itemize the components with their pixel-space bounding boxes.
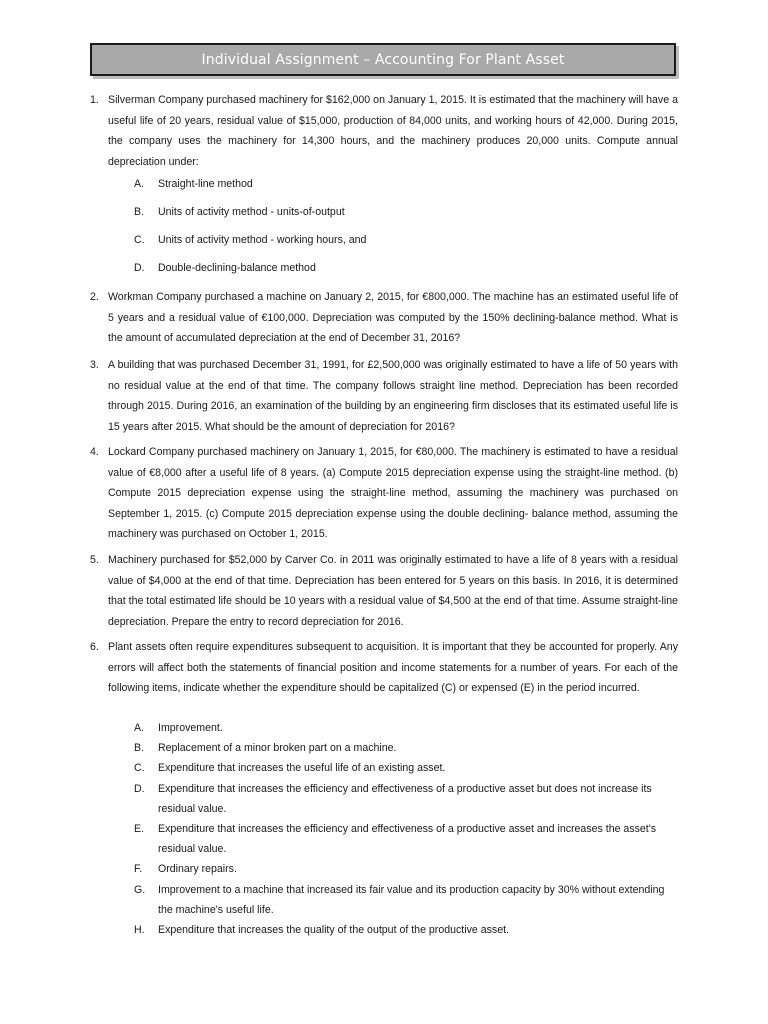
option-item [134,880,678,920]
option-text: Units of activity method - units-of-output [158,206,345,218]
question-number: 1. [90,94,99,106]
question-6 [90,637,678,699]
question-text: Plant assets often require expenditures subsequent to acquisition. It is important that they be accounted for properly. Any errors will affect both the statements of financial position and income statements for a number of years. For each of the following items, indicate whether the expenditure should be capitalized (C) or expensed (E) in the period incurred. [108,641,678,695]
option-text: Expenditure that increases the quality of the output of the productive asset. [158,924,509,937]
option-letter: D. [134,262,145,274]
option-letter: A. [134,178,145,190]
option-letter: C. [134,234,145,246]
page-title: Individual Assignment – Accounting For Plant Asset [201,51,565,68]
question-number: 3. [90,359,99,371]
question-text: Silverman Company purchased machinery for $162,000 on January 1, 2015. It is estimated that the machinery will have a useful life of 20 years, residual value of $15,000, production of 84,000 units, and working hours of 42,000. During 2015, the company uses the machinery for 14,300 hours, and the machinery produces 20,000 units. Compute annual depreciation under: [108,94,678,168]
option-text: Ordinary repairs. [158,863,237,876]
option-item [134,779,678,819]
option-item [134,758,678,778]
option-item [134,234,366,246]
question-4 [90,442,678,545]
question-3 [90,355,678,437]
question-number: 6. [90,641,99,653]
question-5 [90,550,678,632]
question-number: 4. [90,446,99,458]
question-number: 5. [90,554,99,566]
option-letter: B. [134,206,145,218]
option-text: Improvement to a machine that increased its fair value and its production capacity by 30% without extending the machine's useful life. [158,883,665,916]
option-item [134,718,678,738]
option-item [134,262,316,274]
option-item [134,206,345,218]
question-2 [90,287,678,349]
option-item [134,738,678,758]
option-letter: A. [134,722,145,734]
title-banner [90,43,676,76]
option-letter: D. [134,782,145,795]
option-item [134,178,253,190]
option-item [134,920,678,940]
question-text: Machinery purchased for $52,000 by Carver Co. in 2011 was originally estimated to have a life of 8 years with a residual value of $4,000 at the end of that time. Depreciation has been entered for 5 years on this basis. In 2016, it is determined that the total estimated life should be 10 years with a residual value of $4,500 at the end of that time. Assume straight-line depreciation. Prepare the entry to record depreciation for 2016. [108,554,678,628]
option-text: Straight-line method [158,178,253,190]
option-text: Replacement of a minor broken part on a machine. [158,742,397,755]
option-text: Expenditure that increases the efficiency and effectiveness of a productive asset and increases the asset's residual value. [158,823,657,856]
option-text: Expenditure that increases the useful life of an existing asset. [158,762,446,775]
option-item [134,819,678,859]
question-number: 2. [90,291,99,303]
option-letter: H. [134,924,145,937]
option-text: Expenditure that increases the efficiency and effectiveness of a productive asset but does not increase its residual value. [158,782,652,815]
option-text: Improvement. [158,722,223,734]
question-1 [90,90,678,172]
option-letter: E. [134,823,145,836]
option-text: Double-declining-balance method [158,262,316,274]
option-letter: C. [134,762,145,775]
option-text: Units of activity method - working hours, and [158,234,367,246]
option-letter: F. [134,863,143,876]
option-letter: G. [134,883,146,896]
option-item [134,859,678,879]
question-6-options [134,718,678,940]
question-text: Workman Company purchased a machine on January 2, 2015, for €800,000. The machine has an estimated useful life of 5 years and a residual value of €100,000. Depreciation was computed by the 150% declining-balance method. What is the amount of accumulated depreciation at the end of December 31, 2016? [108,291,678,345]
question-text: A building that was purchased December 31, 1991, for £2,500,000 was originally estimated to have a life of 50 years with no residual value at the end of that time. The company follows straight line method. Depreciation has been recorded through 2015. During 2016, an examination of the building by an engineering firm discloses that its estimated useful life is 15 years after 2015. What should be the amount of depreciation for 2016? [108,359,678,433]
question-text: Lockard Company purchased machinery on January 1, 2015, for €80,000. The machinery is estimated to have a residual value of €8,000 after a useful life of 8 years. (a) Compute 2015 depreciation expense using the straight-line method. (b) Compute 2015 depreciation expense using the straight-line method, assuming the machinery was purchased on September 1, 2015. (c) Compute 2015 depreciation expense using the double declining- balance method, assuming the machinery was purchased on October 1, 2015. [108,446,678,541]
option-letter: B. [134,742,145,755]
